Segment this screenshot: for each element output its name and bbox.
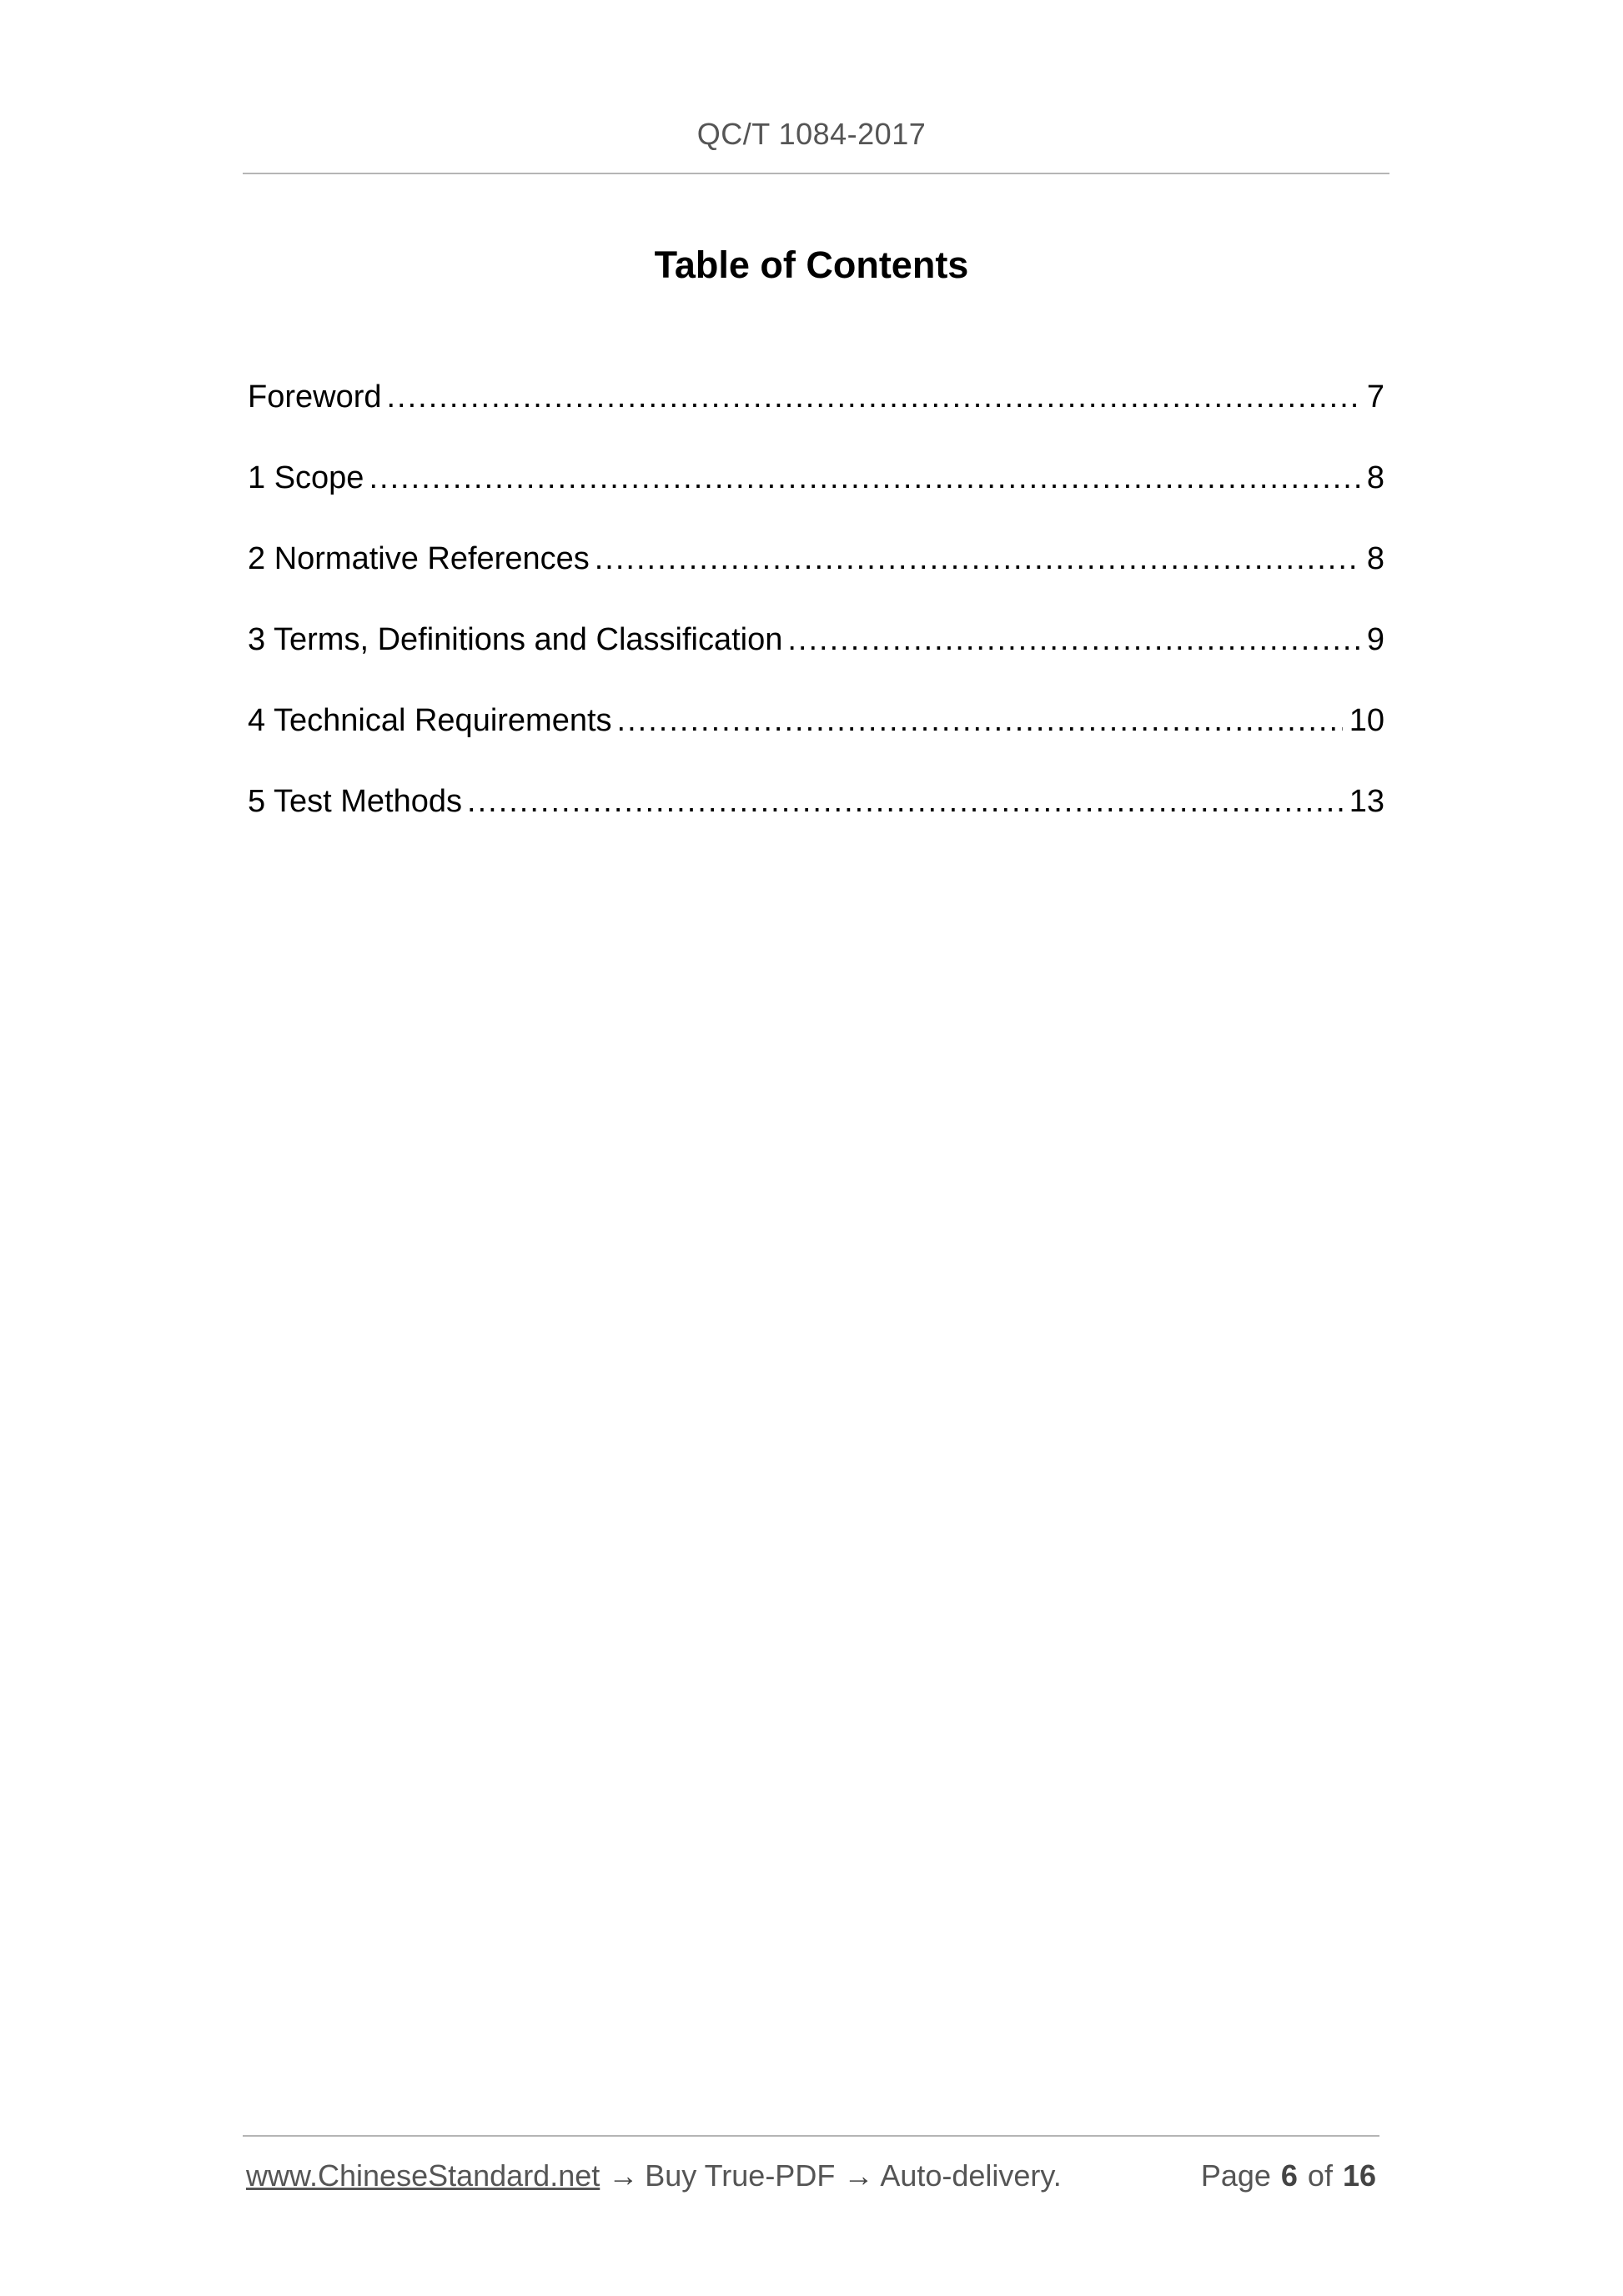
toc-dot-leader	[387, 379, 1360, 415]
toc-dot-leader	[369, 460, 1359, 496]
toc-list	[248, 379, 1384, 865]
toc-entry-page: 9	[1366, 622, 1384, 657]
toc-dot-leader	[617, 703, 1343, 739]
current-page-number: 6	[1280, 2158, 1298, 2193]
toc-entry-technical-requirements[interactable]	[248, 703, 1384, 784]
toc-entry-scope[interactable]	[248, 460, 1384, 541]
arrow-right-icon: →	[843, 2158, 874, 2193]
toc-entry-page: 13	[1349, 784, 1384, 819]
toc-entry-label: Foreword	[248, 379, 382, 414]
toc-dot-leader	[595, 541, 1360, 577]
footer-divider	[243, 2135, 1379, 2137]
toc-entry-label: 2 Normative References	[248, 541, 590, 576]
arrow-right-icon: →	[608, 2158, 639, 2193]
toc-title: Table of Contents	[654, 244, 969, 286]
toc-dot-leader	[787, 622, 1359, 658]
toc-dot-leader	[467, 784, 1343, 820]
page-word: Page	[1200, 2158, 1271, 2193]
page-footer	[246, 2158, 1376, 2200]
toc-entry-terms-definitions[interactable]	[248, 622, 1384, 703]
header-doc-code: QC/T 1084-2017	[696, 117, 927, 151]
buy-text: Buy True-PDF	[645, 2158, 836, 2193]
of-word: of	[1307, 2158, 1333, 2193]
toc-entry-foreword[interactable]	[248, 379, 1384, 460]
toc-entry-page: 8	[1366, 541, 1384, 576]
site-link[interactable]: www.ChineseStandard.net	[246, 2158, 600, 2193]
total-pages-number: 16	[1342, 2158, 1376, 2193]
toc-entry-label: 5 Test Methods	[248, 784, 463, 819]
toc-entry-normative-references[interactable]	[248, 541, 1384, 622]
page-counter	[1201, 2158, 1376, 2193]
toc-entry-page: 10	[1349, 703, 1384, 738]
toc-entry-label: 1 Scope	[248, 460, 364, 495]
toc-entry-label: 4 Technical Requirements	[248, 703, 612, 738]
toc-entry-page: 8	[1366, 460, 1384, 495]
header-divider	[243, 173, 1389, 174]
delivery-text: Auto-delivery.	[880, 2158, 1062, 2193]
toc-entry-test-methods[interactable]	[248, 784, 1384, 865]
toc-entry-label: 3 Terms, Definitions and Classification	[248, 622, 783, 657]
toc-entry-page: 7	[1366, 379, 1384, 414]
footer-promo	[246, 2158, 1062, 2193]
